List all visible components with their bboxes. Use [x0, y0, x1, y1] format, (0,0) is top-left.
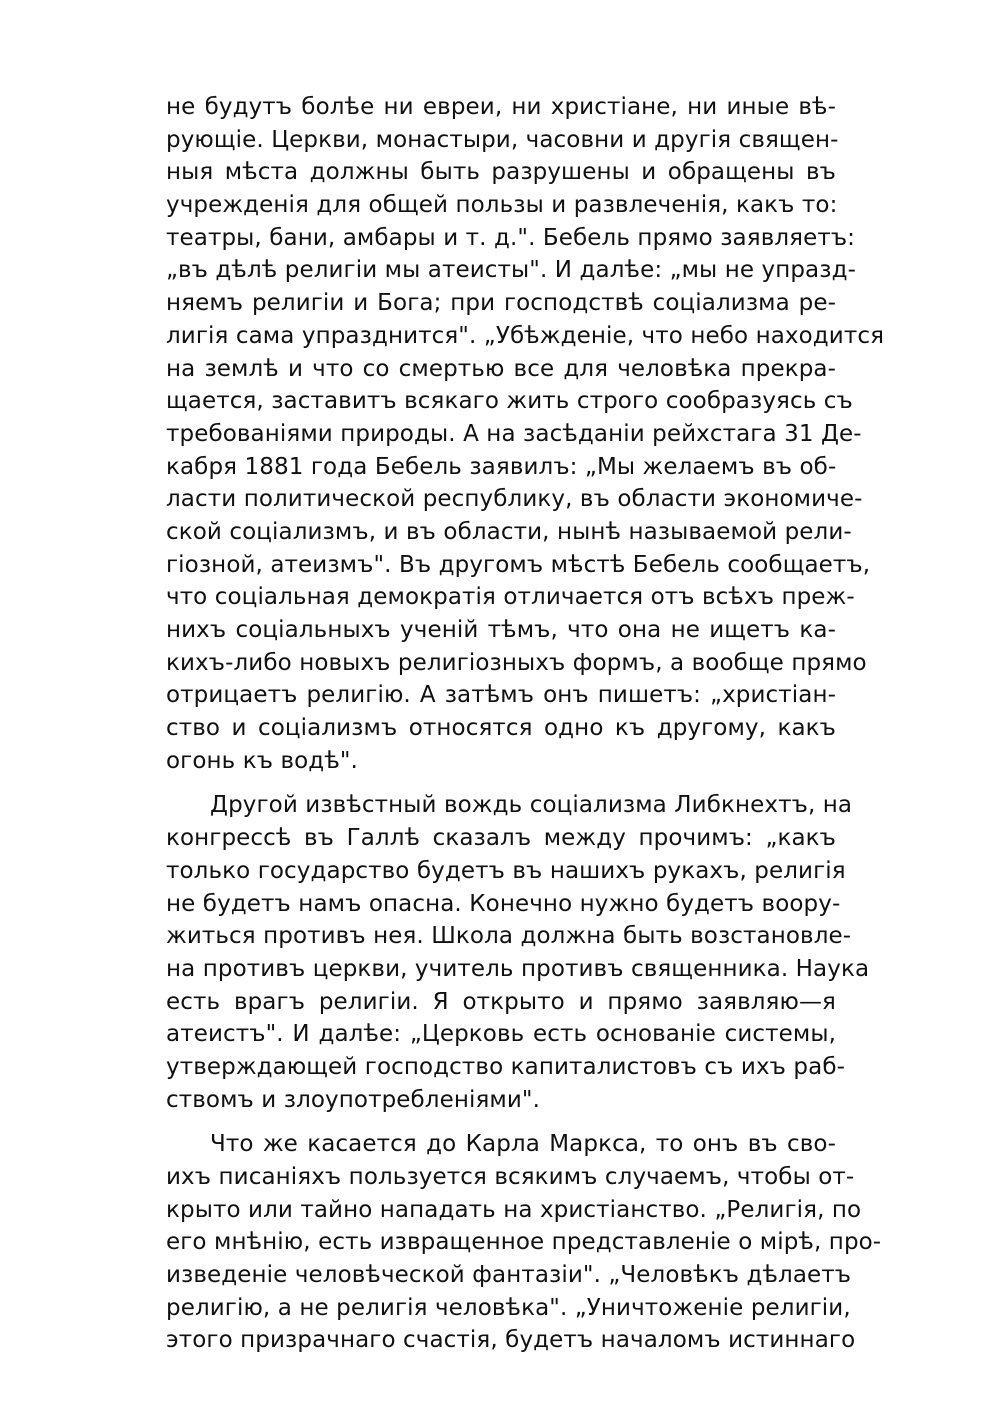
text-line: ствомъ и злоупотребленіями".	[166, 1086, 541, 1113]
text-line: нихъ соціальныхъ ученій тѣмъ, что она не ищетъ ка-	[166, 617, 836, 643]
paragraph-3	[166, 1128, 882, 1357]
text-line: что соціальная демократія отличается отъ всѣхъ преж-	[166, 584, 855, 611]
text-line: ство и соціализмъ относятся одно къ другому, какъ	[166, 715, 836, 742]
text-line: „въ дѣлѣ религіи мы атеисты". И далѣе: „мы не упразд-	[166, 257, 856, 284]
text-line: учрежденія для общей пользы и развлеченія, какъ то:	[166, 192, 838, 219]
text-line: только государство будетъ въ нашихъ рукахъ, религія	[166, 857, 846, 884]
text-line: ской соціализмъ, и въ области, нынѣ называемой рели-	[166, 518, 852, 545]
text-line: Другой извѣстный вождь соціализма Либкнехтъ, на	[210, 792, 853, 819]
text-line: требованіями природы. А на засѣданіи рейхстага 31 Де-	[166, 420, 862, 447]
text-line: ныя мѣста должны быть разрушены и обращены въ	[166, 159, 836, 186]
text-line: отрицаетъ религію. А затѣмъ онъ пишетъ: „христіан-	[166, 682, 836, 709]
text-line: огонь къ водѣ".	[166, 747, 358, 774]
text-line: его мнѣнію, есть извращенное представленіе о мірѣ, про-	[166, 1229, 882, 1256]
text-line: на противъ церкви, учитель противъ священника. Наука	[166, 955, 870, 982]
text-line: рующіе. Церкви, монастыри, часовни и другія священ-	[166, 126, 839, 153]
paragraph-2	[166, 789, 870, 1116]
paragraph-1	[166, 91, 885, 777]
text-line: изведеніе человѣческой фантазіи". „Человѣкъ дѣлаетъ	[166, 1262, 852, 1289]
text-line: конгрессѣ въ Галлѣ сказалъ между прочимъ: „какъ	[166, 825, 836, 852]
page-text	[166, 91, 885, 1357]
text-line: не будетъ намъ опасна. Конечно нужно будетъ воору-	[166, 890, 841, 917]
text-line: на землѣ и что со смертью все для человѣка прекра-	[166, 355, 836, 382]
text-line: крыто или тайно нападать на христіанство. „Религія, по	[166, 1196, 862, 1223]
text-line: есть врагъ религіи. Я открыто и прямо заявляю—я	[166, 988, 836, 1015]
text-line: няемъ религіи и Бога; при господствѣ соціализма ре-	[166, 290, 836, 317]
paragraph-gap	[166, 777, 836, 789]
text-line: кихъ-либо новыхъ религіозныхъ формъ, а вообще прямо	[166, 649, 867, 676]
text-line: атеистъ". И далѣе: „Церковь есть основаніе системы,	[166, 1021, 836, 1048]
text-line: ласти политической республику, въ области экономиче-	[166, 486, 863, 513]
text-line: театры, бани, амбары и т. д.". Бебель прямо заявляетъ:	[166, 224, 856, 251]
text-line: кабря 1881 года Бебель заявилъ: „Мы желаемъ въ об-	[166, 453, 837, 480]
text-line: житься противъ нея. Школа должна быть возстановле-	[166, 923, 852, 950]
text-line: лигія сама упразднится". „Убѣжденіе, что небо находится	[166, 322, 885, 349]
text-line: ихъ писаніяхъ пользуется всякимъ случаемъ, чтобы от-	[166, 1164, 855, 1190]
text-line: гіозной, атеизмъ". Въ другомъ мѣстѣ Бебель сообщаетъ,	[166, 551, 871, 578]
text-line: этого призрачнаго счастія, будетъ началомъ истиннаго	[166, 1327, 856, 1354]
paragraph-gap	[166, 1116, 836, 1128]
text-line: утверждающей господство капиталистовъ съ ихъ раб-	[166, 1053, 846, 1080]
text-line: Что же касается до Карла Маркса, то онъ въ сво-	[210, 1131, 836, 1158]
text-line: не будутъ болѣе ни евреи, ни христіане, ни иные вѣ-	[166, 94, 836, 120]
text-line: религію, а не религія человѣка". „Уничтоженіе религіи,	[166, 1294, 851, 1321]
text-line: щается, заставитъ всякаго жить строго сообразуясь съ	[166, 388, 853, 415]
